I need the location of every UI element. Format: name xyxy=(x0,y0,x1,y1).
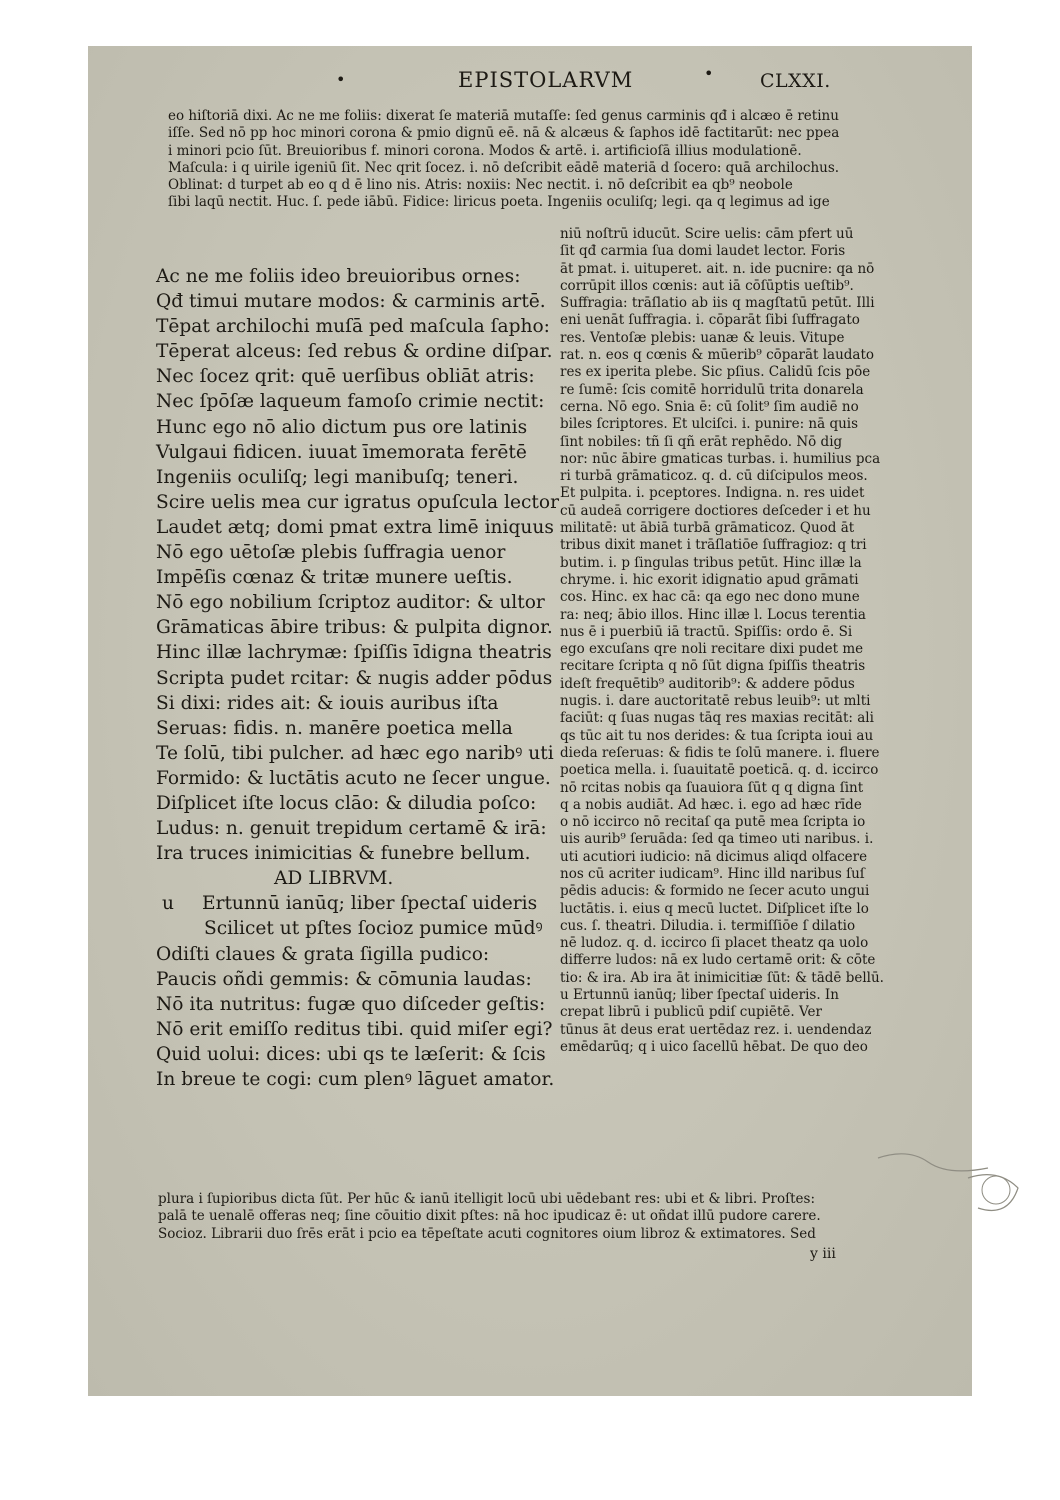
verse-line xyxy=(156,1042,559,1067)
commentary-line: differre ludos: nā ex ludo certamē orit: & cōte xyxy=(560,952,876,969)
commentary-line: nus ē i puerbiū iā tractū. Spiſſis: ordo ē. Si xyxy=(560,623,853,640)
verse-line xyxy=(156,440,559,465)
verse-text: Tēperat alceus: ſed rebus & ordine diſpar. xyxy=(156,341,553,363)
verse-line xyxy=(156,540,559,565)
commentary-line: eo hiſtoriā dixi. Ac ne me foliis: dixerat ſe materiā mutaſſe: ſed genus carminis qđ i alcæo ē retinu xyxy=(168,108,839,124)
verse-text: Hinc illæ lachrymæ: ſpiſſis īdigna theatris xyxy=(156,642,552,664)
commentary-line: nē ludoz. q. d. iccirco ſi placet theatz qa uolo xyxy=(560,935,869,952)
folio-number: CLXXI. xyxy=(760,70,831,92)
verse-line xyxy=(156,1017,559,1042)
commentary-line: tribus dixit manet i trāſlatiōe ſuffragioz: q tri xyxy=(560,537,867,554)
commentary-line: ri turbā grāmaticoz. q. d. cū diſcipulos meos. xyxy=(560,468,868,485)
commentary-line: Oblinat: d turpet ab eo q d ē lino nis. Atris: noxiis: Nec nectit. i. nō deſcribit ea qb⁹ neobole xyxy=(168,177,793,194)
commentary-line: Et pulpita. i. pceptores. Indigna. n. res uidet xyxy=(560,485,865,502)
commentary-line: poetica mella. i. ſuauitatē poeticā. q. d. iccirco xyxy=(560,762,879,779)
verse-line xyxy=(156,816,559,841)
commentary-line: dieda reſeruas: & fidis te ſolū manere. i. fluere xyxy=(560,744,880,761)
commentary-line: q a nobis audiāt. Ad hæc. i. ego ad hæc rīde xyxy=(560,796,862,813)
verse-line xyxy=(156,666,559,691)
verse-text: Odiſti claues & grata ſigilla pudico: xyxy=(156,943,490,965)
commentary-line: rat. n. eos q cœnis & mūerib⁹ cōparāt laudato xyxy=(560,347,875,364)
commentary-line: ſibi laqū nectit. Huc. ſ. pede iābū. Fidice: liricus poeta. Ingeniis oculiſq; legi. qa q legimus ad ige xyxy=(168,194,830,211)
verse-text: Nec ſpōſæ laqueum famoſo crimie nectit: xyxy=(156,391,545,413)
verse-line xyxy=(156,289,559,314)
commentary-line: re ſumē: ſcis comitē horridulū trita donarela xyxy=(560,381,864,398)
commentary-line: luctātis. i. eius q mecū luctet. Diſplicet iſte lo xyxy=(560,900,869,917)
verse-line xyxy=(156,841,559,866)
commentary-line: biles ſcriptores. Et ulciſci. i. punire: nā quis xyxy=(560,416,859,433)
commentary-line: butim. i. p ſingulas tribus petūt. Hinc illæ la xyxy=(560,554,862,571)
commentary-line: ra: neq; ābio illos. Hinc illæ l. Locus terentia xyxy=(560,606,866,623)
commentary-line: Socioz. Librarii duo ſrēs erāt i pcio ea tēpeſtate acuti cognitores oium libroz & extimatores. Sed xyxy=(158,1225,816,1242)
commentary-line: chryme. i. hic exorit idignatio apud grāmati xyxy=(560,571,859,588)
verse-line xyxy=(156,791,559,816)
verse-text: Ludus: n. genuit trepidum certamē & irā: xyxy=(156,818,547,840)
commentary-line: o nō iccirco nō recitaſ qa putē mea ſcripta io xyxy=(560,814,866,831)
commentary-line: nō rcitas nobis qa ſuauiora ſūt q q digna ſint xyxy=(560,779,864,796)
commentary-line: res ex iperita plebe. Sic pſius. Calidū ſcis pōe xyxy=(560,364,871,381)
verse-text: Vulgaui fidicen. iuuat īmemorata ferētē xyxy=(156,441,527,463)
commentary-line: pēdis aducis: & formido ne ſecer acuto ungui xyxy=(560,883,870,900)
bottom-commentary xyxy=(158,1191,821,1243)
verse-line xyxy=(156,264,559,289)
verse-text: Quid uolui: dices: ubi qs te læſerit: & ſcis xyxy=(156,1043,546,1065)
verse-line xyxy=(156,916,559,941)
book-page xyxy=(88,46,972,1396)
verse-line xyxy=(156,515,559,540)
commentary-line: plura i ſupioribus dicta ſūt. Per hūc & ianū itelligit locū ubi uēdebant res: ubi et & libri. Proſtes: xyxy=(158,1191,816,1207)
verse-line xyxy=(156,967,559,992)
commentary-line: palā te uenalē offeras neq; ſine cōuitio dixit pſtes: nā hoc ipudicaz ē: ut oñdat illū pudore carere. xyxy=(158,1208,821,1225)
header-dot-left: • xyxy=(336,70,346,89)
commentary-line: cus. ſ. theatri. Diludia. i. termiſſiōe ſ dilatio xyxy=(560,917,856,934)
verse-text: Nec ſocez qrit: quē uerſibus obliāt atris: xyxy=(156,366,535,388)
commentary-line: nor: nūc ābire gmaticas turbas. i. humilius pca xyxy=(560,450,881,467)
verse-text: Ingeniis oculiſq; legi manibuſq; teneri. xyxy=(156,466,519,488)
right-commentary xyxy=(560,226,884,1056)
verse-line xyxy=(156,766,559,791)
verse-text: Si dixi: rides ait: & iouis auribus iſta xyxy=(156,692,499,714)
header-dot-right: • xyxy=(704,64,714,83)
verse-text: Diſplicet iſte locus clāo: & diludia poſco: xyxy=(156,792,537,814)
verse-line xyxy=(156,1067,559,1092)
verse-line xyxy=(156,891,559,916)
verse-heading xyxy=(156,866,559,891)
verse-text: Scripta pudet rcitar: & nugis adder pōdus xyxy=(156,667,553,689)
commentary-line: cū audeā corrigere doctiores deſceder i et hu xyxy=(560,502,871,519)
verse-text: Formido: & luctātis acuto ne ſecer ungue. xyxy=(156,767,551,789)
commentary-line: nugis. i. dare auctoritatē rebus leuib⁹: ut mlti xyxy=(560,693,871,710)
verse-text: AD LIBRVM. xyxy=(274,868,394,890)
commentary-line: cerna. Nō ego. Snia ē: cū ſolit⁹ ſim audiē no xyxy=(560,398,859,415)
verse-line xyxy=(156,992,559,1017)
commentary-line: cos. Hinc. ex hac cā: qa ego nec dono mune xyxy=(560,589,860,606)
commentary-line: uti acutiori iudicio: nā dicimus aliqd olfacere xyxy=(560,848,868,865)
verse-text: Nō ego uētoſæ plebis ſuffragia uenor xyxy=(156,542,506,564)
commentary-line: āt pmat. i. uituperet. ait. n. ide pucnire: qa nō xyxy=(560,260,875,277)
verse-text: Paucis oñdi gemmis: & cōmunia laudas: xyxy=(156,968,532,990)
verse-line xyxy=(156,640,559,665)
verse-line xyxy=(156,314,559,339)
commentary-line: tio: & ira. Ab ira āt inimicitiæ ſūt: & tādē bellū. xyxy=(560,969,884,986)
commentary-line: Suffragia: trāſlatio ab iis q magſtatū petūt. Illi xyxy=(560,295,875,312)
commentary-line: crepat librū i publicū pdiſ cupiētē. Ver xyxy=(560,1004,822,1021)
verse-text: Te ſolū, tibi pulcher. ad hæc ego naribꝰ uti xyxy=(156,742,554,764)
verse-line xyxy=(156,942,559,967)
verse-line xyxy=(156,339,559,364)
running-title: EPISTOLARVM xyxy=(458,68,634,92)
verse-text: Nō erit emiſſo reditus tibi. quid miſer egi? xyxy=(156,1018,553,1040)
verse-line xyxy=(156,590,559,615)
verse-text: Hunc ego nō alio dictum pus ore latinis xyxy=(156,416,528,438)
verse-text: Scire uelis mea cur igratus opuſcula lector xyxy=(156,491,559,513)
page-header xyxy=(88,66,972,96)
commentary-line: faciūt: q ſuas nugas tāq res maxias recitāt: ali xyxy=(560,710,874,727)
verse-text: Qđ timui mutare modos: & carminis artē. xyxy=(156,291,546,313)
commentary-line: iſſe. Sed nō pp hoc minori corona & pmio dignū eē. nā & alcæus & ſaphos idē factitarūt: nec ppea xyxy=(168,125,840,142)
commentary-line: nos cū acriter iudicam⁹. Hinc illd naribus ſuſ xyxy=(560,865,865,882)
verse-text: Grāmaticas ābire tribus: & pulpita dignor. xyxy=(156,617,553,639)
verse-text-column xyxy=(156,264,559,1092)
verse-line xyxy=(156,691,559,716)
verse-line xyxy=(156,465,559,490)
top-commentary xyxy=(168,108,839,212)
verse-text: Tēpat archilochi muſā ped maſcula ſapho: xyxy=(156,316,550,338)
commentary-line: eni uenāt ſuffragia. i. cōparāt ſibi ſuffragato xyxy=(560,312,860,329)
verse-text: Seruas: fidis. n. manēre poetica mella xyxy=(156,717,513,739)
verse-line xyxy=(156,490,559,515)
commentary-line: i minori pcio ſūt. Breuioribus f. minori corona. Modos & artē. i. artificioſā illius modulationē. xyxy=(168,142,802,159)
verse-line xyxy=(156,716,559,741)
commentary-line: u Ertunnū ianūq; liber ſpectaſ uideris. In xyxy=(560,987,839,1004)
verse-line xyxy=(156,415,559,440)
verse-text: Nō ego nobilium ſcriptoz auditor: & ultor xyxy=(156,592,545,614)
verse-text: Scilicet ut pſtes ſocioz pumice mūdꝰ xyxy=(204,918,543,940)
verse-text: Ertunnū ianūq; liber ſpectaſ uideris xyxy=(202,893,538,915)
verse-line xyxy=(156,615,559,640)
commentary-line: tūnus āt deus erat uertēdaz rez. i. uendendaz xyxy=(560,1021,872,1038)
verse-line xyxy=(156,364,559,389)
commentary-line: Maſcula: i q uirile igeniū ſit. Nec qrit ſocez. i. nō deſcribit eādē materiā d ſocero: quā archilochus. xyxy=(168,159,840,176)
verse-text: Impēſis cœnaz & tritæ munere ueſtis. xyxy=(156,567,513,589)
commentary-line: recitare ſcripta q nō ſūt digna ſpiſſis theatris xyxy=(560,658,866,675)
verse-line xyxy=(156,565,559,590)
verse-text: Nō ita nutritus: fugæ quo diſceder geſtis: xyxy=(156,993,546,1015)
commentary-line: uis aurib⁹ ſeruāda: ſed qa timeo uti naribus. i. xyxy=(560,831,874,848)
verse-line xyxy=(156,741,559,766)
flourish-mark xyxy=(868,1128,1028,1228)
commentary-line: corrūpit illos cœnis: aut iā cōſūptis ueſtib⁹. xyxy=(560,277,854,294)
guide-letter: u xyxy=(162,893,174,915)
verse-line xyxy=(156,389,559,414)
signature-mark: y iii xyxy=(810,1246,836,1262)
commentary-line: ideſt frequētib⁹ auditorib⁹: & addere pōdus xyxy=(560,675,855,692)
verse-text: Ac ne me foliis ideo breuioribus ornes: xyxy=(156,266,521,287)
commentary-line: niū noſtrū iducūt. Scire uelis: cām pfert uū xyxy=(560,226,854,242)
commentary-line: emēdarūq; q i uico ſacellū hēbat. De quo deo xyxy=(560,1038,868,1055)
verse-text: In breue te cogi: cum plenꝰ lāguet amator. xyxy=(156,1069,555,1090)
verse-text: Ira truces inimicitias & funebre bellum. xyxy=(156,843,531,865)
commentary-line: ſit qđ carmia ſua domi laudet lector. Foris xyxy=(560,243,846,260)
commentary-line: ego excuſans qre noli recitare dixi pudet me xyxy=(560,641,864,658)
commentary-line: militatē: ut ābiā turbā grāmaticoz. Quod āt xyxy=(560,520,855,537)
commentary-line: qs tūc ait tu nos derides: & tua ſcripta ioui au xyxy=(560,727,874,744)
commentary-line: res. Ventoſæ plebis: uanæ & leuis. Vitupe xyxy=(560,329,845,346)
commentary-line: ſint nobiles: tñ ſi qñ erāt rephēdo. Nō dig xyxy=(560,433,843,450)
verse-text: Laudet ætq; domi pmat extra limē iniquus xyxy=(156,516,554,538)
